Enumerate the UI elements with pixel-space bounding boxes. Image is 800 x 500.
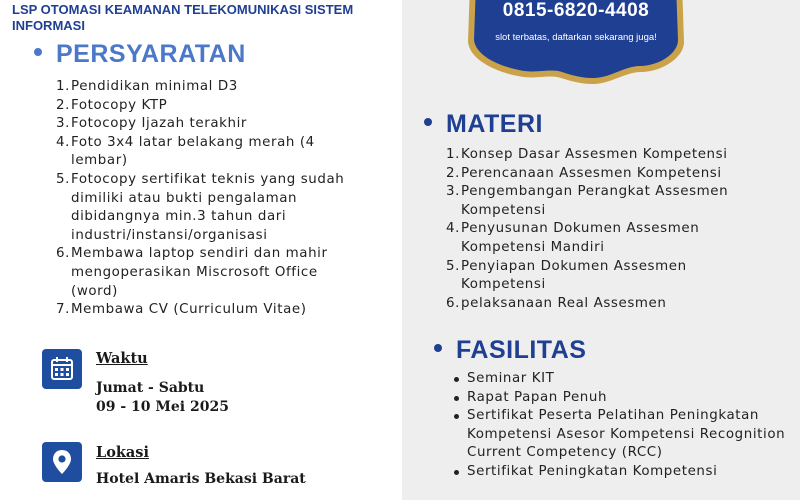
- item-text: Pengembangan Perangkat Assesmen Kompetensi: [461, 184, 729, 218]
- waktu-dates: 09 - 10 Mei 2025: [96, 399, 229, 415]
- location-pin-icon: [42, 442, 82, 482]
- item-text: Konsep Dasar Assesmen Kompetensi: [461, 147, 728, 162]
- item-number: 1.: [446, 147, 460, 162]
- list-item: [446, 183, 776, 220]
- list-item: [452, 389, 792, 408]
- fasilitas-heading: [434, 336, 586, 365]
- list-item: [446, 146, 776, 165]
- list-item: [446, 258, 776, 295]
- heading-bullet: [434, 344, 442, 352]
- list-item: [56, 97, 356, 116]
- item-text: Seminar KIT: [467, 371, 555, 386]
- item-text: Pendidikan minimal D3: [71, 79, 238, 94]
- item-number: 6.: [446, 295, 460, 311]
- item-text: Penyusunan Dokumen Assesmen Kompetensi Mandiri: [461, 221, 700, 255]
- item-number: 5.: [446, 258, 460, 274]
- contact-phone: 0815-6820-4408: [502, 0, 650, 21]
- persyaratan-title: PERSYARATAN: [56, 40, 246, 68]
- waktu-details: [96, 379, 229, 417]
- item-text: Fotocopy Ijazah terakhir: [71, 116, 248, 132]
- list-item: [56, 245, 356, 301]
- bullet-dot: [454, 470, 459, 475]
- materi-title: MATERI: [446, 110, 543, 138]
- waktu-title: Waktu: [96, 350, 148, 367]
- persyaratan-heading: [34, 40, 246, 69]
- slot-note: slot terbatas, daftarkan sekarang juga!: [495, 32, 657, 43]
- item-number: 5.: [56, 171, 70, 187]
- fasilitas-title: FASILITAS: [456, 336, 587, 364]
- item-number: 4.: [56, 134, 70, 150]
- item-text: pelaksanaan Real Assesmen: [461, 295, 667, 311]
- item-text: Sertifikat Peningkatan Kompetensi: [467, 463, 718, 479]
- item-text: Penyiapan Dokumen Assesmen Kompetensi: [461, 258, 687, 293]
- organization-title: LSP OTOMASI KEAMANAN TELEKOMUNIKASI SISTEM INFORMASI: [12, 2, 354, 33]
- list-item: [56, 78, 356, 97]
- bullet-dot: [454, 414, 459, 419]
- item-number: 1.: [56, 79, 70, 94]
- item-number: 6.: [56, 246, 70, 262]
- contact-badge: [456, 0, 696, 88]
- lokasi-place: Hotel Amaris Bekasi Barat: [96, 471, 306, 487]
- item-number: 3.: [56, 116, 70, 132]
- calendar-icon: [42, 349, 82, 389]
- heading-bullet: [424, 118, 432, 126]
- list-item: [446, 165, 776, 184]
- list-item: [56, 171, 356, 245]
- item-text: Fotocopy KTP: [71, 97, 168, 113]
- item-number: 2.: [56, 97, 70, 113]
- item-number: 2.: [446, 165, 460, 181]
- materi-heading: [424, 110, 543, 139]
- list-item: [446, 220, 776, 257]
- item-text: Foto 3x4 latar belakang merah (4 lembar): [71, 134, 315, 169]
- heading-bullet: [34, 48, 42, 56]
- list-item: [452, 370, 792, 389]
- item-number: 4.: [446, 221, 460, 237]
- item-text: Membawa CV (Curriculum Vitae): [71, 302, 307, 318]
- materi-list: [446, 146, 776, 313]
- item-number: 7.: [56, 302, 70, 318]
- item-number: 3.: [446, 184, 460, 200]
- list-item: [56, 134, 356, 171]
- bullet-dot: [454, 377, 459, 382]
- list-item: [446, 295, 776, 314]
- item-text: Perencanaan Assesmen Kompetensi: [461, 165, 722, 181]
- list-item: [56, 301, 356, 320]
- item-text: Sertifikat Peserta Pelatihan Peningkatan Kompetensi Asesor Kompetensi Recognition Current Competency (RCC): [467, 408, 786, 461]
- waktu-days: Jumat - Sabtu: [96, 380, 205, 396]
- bullet-dot: [454, 396, 459, 401]
- list-item: [56, 115, 356, 134]
- fasilitas-list: [452, 370, 792, 482]
- persyaratan-list: [56, 78, 356, 320]
- item-text: Rapat Papan Penuh: [467, 389, 608, 405]
- lokasi-title: Lokasi: [96, 444, 149, 461]
- item-text: Fotocopy sertifikat teknis yang sudah dimiliki atau bukti pengalaman dibidangnya min.3 tahun dari industri/instansi/organisasi: [71, 171, 345, 243]
- list-item: [452, 407, 792, 463]
- list-item: [452, 463, 792, 482]
- item-text: Membawa laptop sendiri dan mahir mengoperasikan Miscrosoft Office (word): [71, 246, 328, 299]
